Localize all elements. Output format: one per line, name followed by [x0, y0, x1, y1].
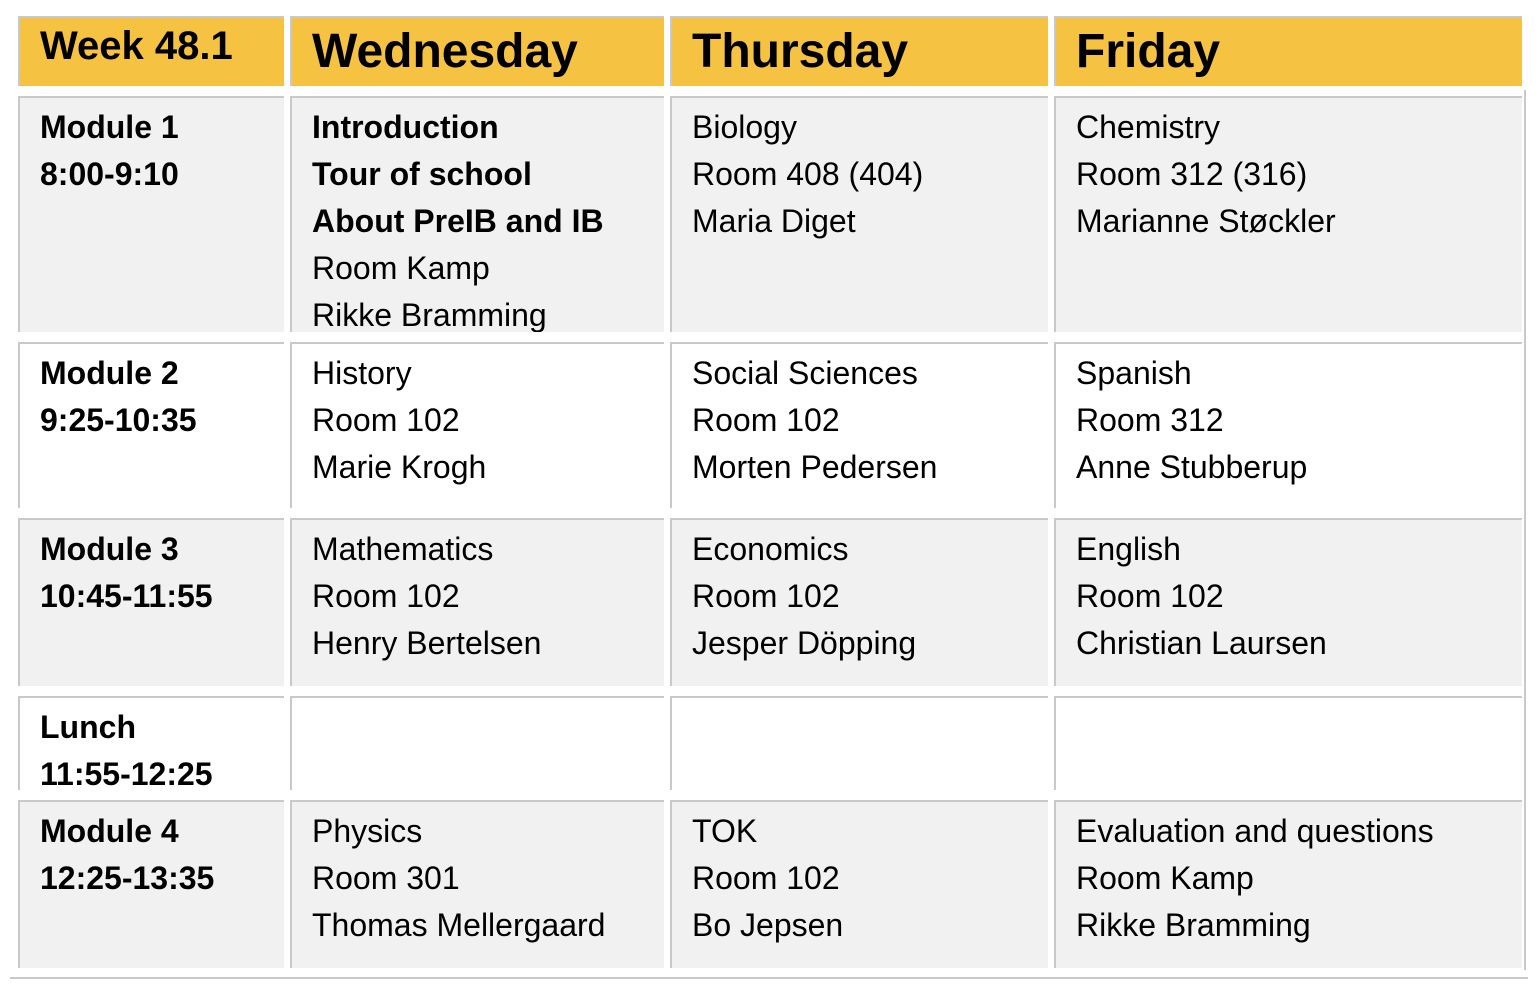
cell-room: Room Kamp: [1076, 860, 1254, 896]
header-week-cell: [18, 16, 284, 86]
cell-room: Room 102: [1076, 578, 1224, 614]
module-time: 10:45-11:55: [40, 578, 213, 614]
schedule-cell-module-1-thursday: [670, 96, 1048, 332]
cell-teacher: Thomas Mellergaard: [312, 907, 606, 943]
cell-room: Room 301: [312, 860, 460, 896]
week-title: Week 48.1: [40, 24, 233, 68]
cell-bold-line: About PreIB and IB: [312, 203, 604, 239]
table-bottom-rule: [10, 977, 1528, 979]
cell-room: Room 312: [1076, 402, 1224, 438]
schedule-cell-module-4-thursday: [670, 800, 1048, 968]
day-label: Wednesday: [312, 25, 578, 78]
cell-teacher: Jesper Döpping: [692, 625, 917, 661]
schedule-cell-module-4-friday: [1054, 800, 1522, 968]
header-day-thursday: [670, 16, 1048, 86]
cell-subject: Evaluation and questions: [1076, 813, 1434, 849]
cell-teacher: Morten Pedersen: [692, 449, 938, 485]
module-time: 8:00-9:10: [40, 156, 179, 192]
cell-subject: Chemistry: [1076, 109, 1221, 145]
cell-room: Room 102: [692, 402, 840, 438]
schedule-cell-lunch-friday: [1054, 696, 1522, 790]
schedule-cell-module-4-wednesday: [290, 800, 664, 968]
cell-subject: Social Sciences: [692, 355, 918, 391]
module-time: 12:25-13:35: [40, 860, 215, 896]
module-name: Module 3: [40, 531, 179, 567]
row-label-module-1: [18, 96, 284, 332]
module-time: 9:25-10:35: [40, 402, 197, 438]
cell-subject: Spanish: [1076, 355, 1192, 391]
header-day-wednesday: [290, 16, 664, 86]
module-time: 11:55-12:25: [40, 756, 213, 790]
schedule-cell-module-2-thursday: [670, 342, 1048, 508]
cell-room: Room 102: [312, 402, 460, 438]
module-name: Module 4: [40, 813, 179, 849]
cell-subject: English: [1076, 531, 1181, 567]
schedule-cell-module-1-friday: [1054, 96, 1522, 332]
schedule-cell-module-3-friday: [1054, 518, 1522, 686]
row-label-module-4: [18, 800, 284, 968]
row-label-module-2: [18, 342, 284, 508]
module-name: Lunch: [40, 709, 136, 745]
schedule-cell-module-3-thursday: [670, 518, 1048, 686]
day-label: Friday: [1076, 25, 1221, 78]
module-name: Module 2: [40, 355, 179, 391]
cell-room: Room 102: [692, 860, 840, 896]
schedule-cell-module-2-friday: [1054, 342, 1522, 508]
cell-bold-line: Tour of school: [312, 156, 532, 192]
cell-room: Room 312 (316): [1076, 156, 1308, 192]
header-day-friday: [1054, 16, 1522, 86]
schedule-cell-lunch-wednesday: [290, 696, 664, 790]
cell-room: Room 102: [692, 578, 840, 614]
cell-room: Room 408 (404): [692, 156, 924, 192]
row-label-lunch: [18, 696, 284, 790]
cell-subject: Biology: [692, 109, 797, 145]
cell-room: Room Kamp: [312, 250, 490, 286]
cell-teacher: Maria Diget: [692, 203, 856, 239]
cell-teacher: Bo Jepsen: [692, 907, 844, 943]
cell-subject: Mathematics: [312, 531, 494, 567]
schedule-cell-module-3-wednesday: [290, 518, 664, 686]
cell-teacher: Rikke Bramming: [312, 297, 547, 332]
cell-subject: History: [312, 355, 412, 391]
schedule-cell-module-2-wednesday: [290, 342, 664, 508]
row-label-module-3: [18, 518, 284, 686]
cell-subject: Physics: [312, 813, 423, 849]
table-right-rule: [1524, 90, 1526, 970]
schedule-cell-lunch-thursday: [670, 696, 1048, 790]
module-name: Module 1: [40, 109, 179, 145]
cell-room: Room 102: [312, 578, 460, 614]
cell-subject: TOK: [692, 813, 758, 849]
cell-teacher: Rikke Bramming: [1076, 907, 1311, 943]
cell-teacher: Marie Krogh: [312, 449, 487, 485]
day-label: Thursday: [692, 25, 909, 78]
cell-teacher: Henry Bertelsen: [312, 625, 542, 661]
schedule-cell-module-1-wednesday: [290, 96, 664, 332]
cell-bold-line: Introduction: [312, 109, 499, 145]
cell-teacher: Marianne Støckler: [1076, 203, 1336, 239]
cell-teacher: Anne Stubberup: [1076, 449, 1308, 485]
cell-subject: Economics: [692, 531, 849, 567]
cell-teacher: Christian Laursen: [1076, 625, 1327, 661]
